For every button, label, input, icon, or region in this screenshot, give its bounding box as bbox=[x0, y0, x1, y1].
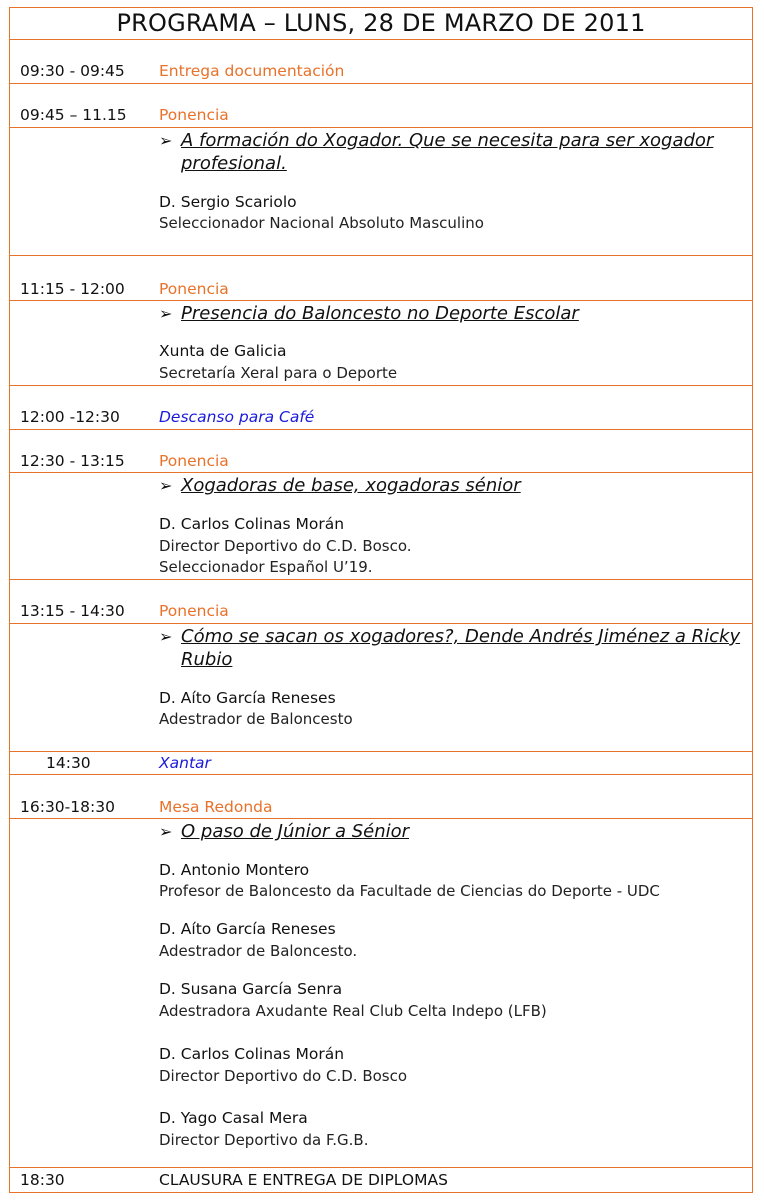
talk-text: Cómo se sacan os xogadores?, Dende Andrés Jiménez a Ricky Rubio bbox=[181, 626, 741, 670]
label-ponencia-1: Ponencia bbox=[159, 106, 229, 124]
time-ponencia-1: 09:45 – 11.15 bbox=[20, 106, 127, 124]
panelist-name: D. Antonio Montero bbox=[159, 861, 310, 879]
bullet-arrow-icon: ➢ bbox=[159, 476, 173, 495]
divider bbox=[9, 385, 753, 386]
panelist-name: D. Susana García Senra bbox=[159, 980, 343, 998]
divider bbox=[9, 774, 753, 775]
divider bbox=[9, 127, 753, 128]
label-xantar: Xantar bbox=[159, 754, 211, 772]
divider bbox=[9, 300, 753, 301]
bullet-arrow-icon: ➢ bbox=[159, 131, 173, 150]
label-clausura: CLAUSURA E ENTREGA DE DIPLOMAS bbox=[159, 1171, 448, 1189]
label-descanso: Descanso para Café bbox=[159, 408, 315, 426]
time-ponencia-4: 13:15 - 14:30 bbox=[20, 602, 125, 620]
talk-title-2 bbox=[159, 302, 749, 325]
divider bbox=[9, 39, 753, 40]
speaker-name: D. Sergio Scariolo bbox=[159, 193, 297, 211]
speaker-name: D. Aíto García Reneses bbox=[159, 689, 336, 707]
panelist-name: D. Carlos Colinas Morán bbox=[159, 1045, 345, 1063]
divider bbox=[9, 83, 753, 84]
bullet-arrow-icon: ➢ bbox=[159, 627, 173, 646]
speaker-name: D. Carlos Colinas Morán bbox=[159, 515, 345, 533]
talk-text: A formación do Xogador. Que se necesita para ser xogador profesional. bbox=[181, 130, 714, 174]
divider bbox=[9, 623, 753, 624]
panelist-name: D. Yago Casal Mera bbox=[159, 1109, 308, 1127]
bullet-arrow-icon: ➢ bbox=[159, 304, 173, 323]
label-mesa-redonda: Mesa Redonda bbox=[159, 798, 273, 816]
time-ponencia-3: 12:30 - 13:15 bbox=[20, 452, 125, 470]
time-xantar: 14:30 bbox=[46, 754, 91, 772]
divider bbox=[9, 818, 753, 819]
panelist-role: Director Deportivo da F.G.B. bbox=[159, 1131, 369, 1149]
talk-title-4 bbox=[159, 625, 749, 671]
divider bbox=[9, 255, 753, 256]
divider bbox=[9, 751, 753, 752]
talk-title-5 bbox=[159, 820, 749, 843]
speaker-name: Xunta de Galicia bbox=[159, 342, 287, 360]
divider bbox=[9, 472, 753, 473]
talk-text: Presencia do Baloncesto no Deporte Escolar bbox=[181, 303, 579, 324]
speaker-role: Secretaría Xeral para o Deporte bbox=[159, 364, 398, 382]
speaker-role: Seleccionador Nacional Absoluto Masculino bbox=[159, 214, 484, 232]
time-mesa-redonda: 16:30-18:30 bbox=[20, 798, 115, 816]
talk-title-3 bbox=[159, 474, 749, 497]
divider bbox=[9, 429, 753, 430]
page-title: PROGRAMA – LUNS, 28 DE MARZO DE 2011 bbox=[116, 9, 646, 37]
bullet-arrow-icon: ➢ bbox=[159, 822, 173, 841]
panelist-name: D. Aíto García Reneses bbox=[159, 920, 336, 938]
talk-text: Xogadoras de base, xogadoras sénior bbox=[181, 475, 521, 496]
panelist-role: Director Deportivo do C.D. Bosco bbox=[159, 1067, 408, 1085]
talk-text: O paso de Júnior a Sénior bbox=[181, 821, 410, 842]
label-ponencia-3: Ponencia bbox=[159, 452, 229, 470]
speaker-role: Adestrador de Baloncesto bbox=[159, 710, 353, 728]
time-descanso: 12:00 -12:30 bbox=[20, 408, 120, 426]
time-entrega: 09:30 - 09:45 bbox=[20, 62, 125, 80]
panelist-role: Adestrador de Baloncesto. bbox=[159, 942, 358, 960]
label-entrega: Entrega documentación bbox=[159, 62, 345, 80]
panelist-role: Profesor de Baloncesto da Facultade de Ciencias do Deporte - UDC bbox=[159, 882, 660, 900]
speaker-role: Seleccionador Español U’19. bbox=[159, 558, 373, 576]
talk-title-1 bbox=[159, 129, 749, 175]
divider bbox=[9, 579, 753, 580]
divider bbox=[9, 1167, 753, 1168]
speaker-role: Director Deportivo do C.D. Bosco. bbox=[159, 537, 412, 555]
label-ponencia-2: Ponencia bbox=[159, 280, 229, 298]
time-ponencia-2: 11:15 - 12:00 bbox=[20, 280, 125, 298]
label-ponencia-4: Ponencia bbox=[159, 602, 229, 620]
panelist-role: Adestradora Axudante Real Club Celta Indepo (LFB) bbox=[159, 1002, 547, 1020]
time-clausura: 18:30 bbox=[20, 1171, 65, 1189]
